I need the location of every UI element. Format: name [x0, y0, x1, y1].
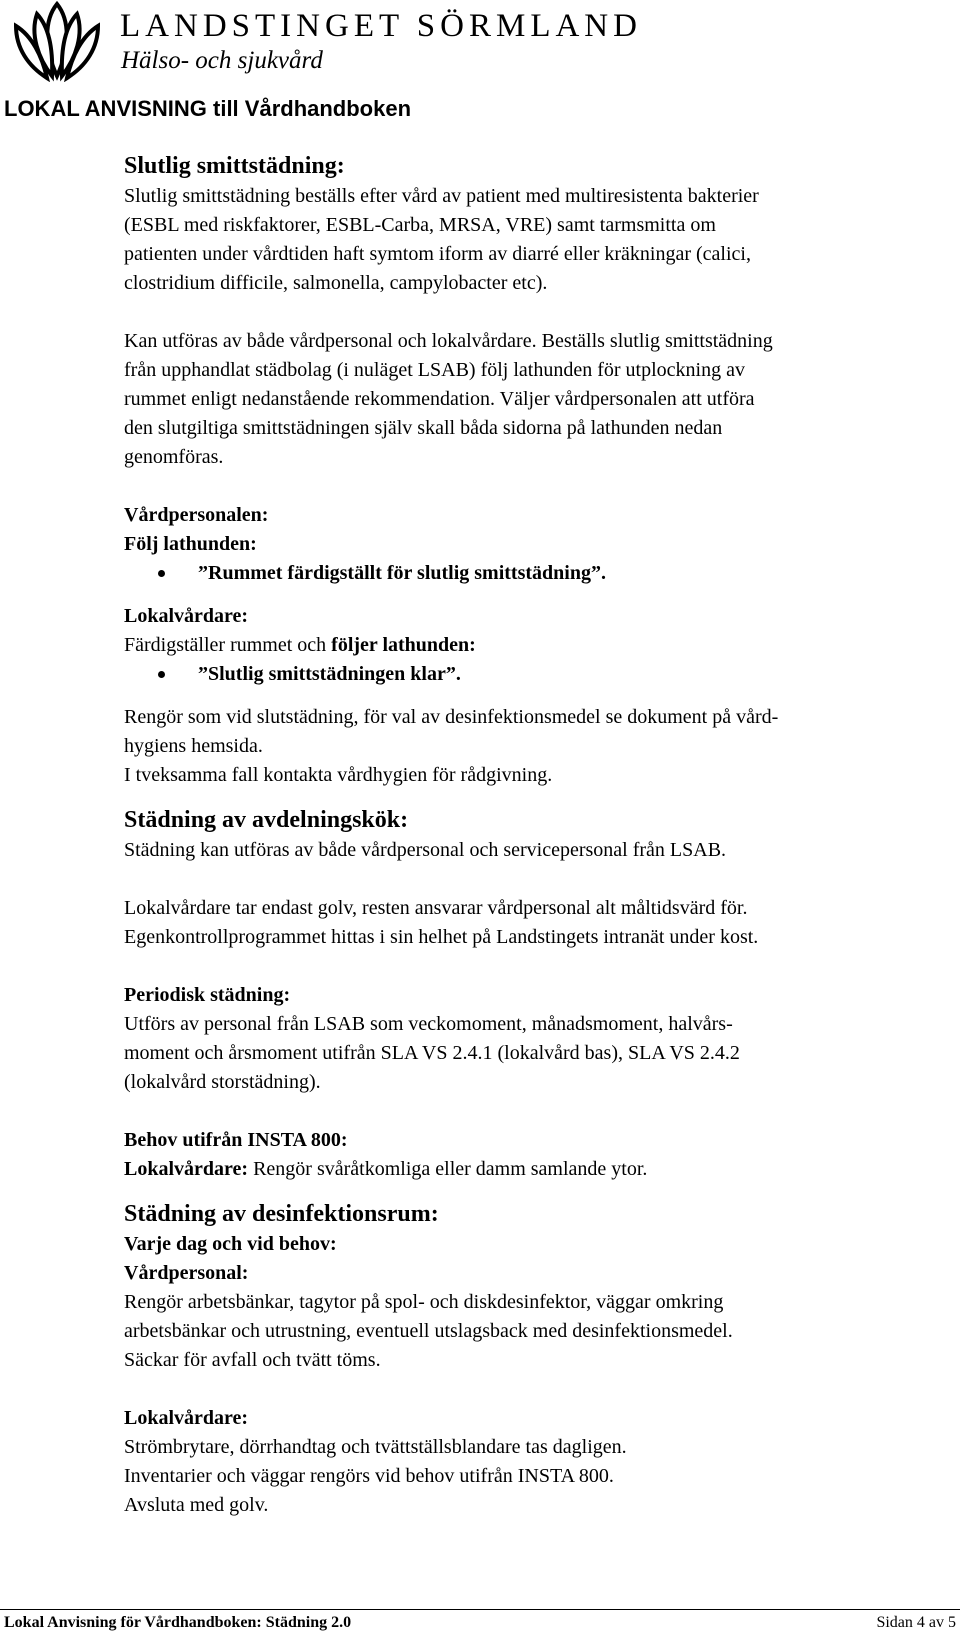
body-line: den slutgiltiga smittstädningen själv skall båda sidorna på lathunden nedan	[124, 417, 723, 439]
subheading-insta: Behov utifrån INSTA 800:	[124, 1129, 348, 1151]
bullet-icon	[158, 671, 165, 678]
body-line: Säckar för avfall och tvätt töms.	[124, 1349, 381, 1371]
body-line: Lokalvårdare: Rengör svåråtkomliga eller damm samlande ytor.	[124, 1158, 648, 1180]
body-line: (ESBL med riskfaktorer, ESBL-Carba, MRSA, VRE) samt tarmsmitta om	[124, 214, 716, 236]
document-title: LOKAL ANVISNING till Vårdhandboken	[4, 96, 412, 121]
body-line: Städning kan utföras av både vårdpersonal och servicepersonal från LSAB.	[124, 839, 727, 861]
bullet-list	[124, 559, 934, 588]
subheading-folj-lathunden: Följ lathunden:	[124, 533, 257, 555]
subheading-lokalvardare: Lokalvårdare:	[124, 605, 249, 627]
document-body	[124, 150, 934, 1520]
body-line: rummet enligt nedanstående rekommendation. Väljer vårdpersonalen att utföra	[124, 388, 755, 410]
body-line: patienten under vårdtiden haft symtom iform av diarré eller kräkningar (calici,	[124, 243, 751, 265]
body-line: (lokalvård storstädning).	[124, 1071, 321, 1093]
body-line: moment och årsmoment utifrån SLA VS 2.4.1 (lokalvård bas), SLA VS 2.4.2	[124, 1042, 740, 1064]
body-line: genomföras.	[124, 446, 224, 468]
footer-divider	[0, 1609, 960, 1610]
body-line: Lokalvårdare tar endast golv, resten ansvarar vårdpersonal alt måltidsvärd för.	[124, 897, 748, 919]
footer-document-name: Lokal Anvisning för Vårdhandboken: Städning 2.0	[4, 1614, 352, 1631]
list-item: ”Slutlig smittstädningen klar”.	[124, 660, 934, 689]
body-line: Rengör som vid slutstädning, för val av desinfektionsmedel se dokument på vård-	[124, 706, 779, 728]
body-line: Egenkontrollprogrammet hittas i sin helhet på Landstingets intranät under kost.	[124, 926, 759, 948]
body-line: Slutlig smittstädning beställs efter vård av patient med multiresistenta bakterier	[124, 185, 759, 207]
section-heading: Städning av avdelningskök:	[124, 807, 409, 833]
organization-name: LANDSTINGET SÖRMLAND	[120, 8, 642, 44]
body-line: från upphandlat städbolag (i nuläget LSAB) följ lathunden för utplockning av	[124, 359, 745, 381]
bullet-icon	[158, 570, 165, 577]
bullet-list	[124, 660, 934, 689]
subheading-vardpersonal: Vårdpersonal:	[124, 1262, 249, 1284]
subheading-varje-dag: Varje dag och vid behov:	[124, 1233, 337, 1255]
body-line: arbetsbänkar och utrustning, eventuell utslagsback med desinfektionsmedel.	[124, 1320, 733, 1342]
subheading-lokalvardare: Lokalvårdare:	[124, 1407, 249, 1429]
landstinget-logo-icon	[4, 0, 110, 82]
organization-subtitle: Hälso- och sjukvård	[121, 47, 323, 74]
body-line: Utförs av personal från LSAB som veckomoment, månadsmoment, halvårs-	[124, 1013, 733, 1035]
body-line: I tveksamma fall kontakta vårdhygien för rådgivning.	[124, 764, 553, 786]
body-line: Strömbrytare, dörrhandtag och tvättställsblandare tas dagligen.	[124, 1436, 627, 1458]
subheading-periodisk: Periodisk städning:	[124, 984, 291, 1006]
body-line: clostridium difficile, salmonella, campylobacter etc).	[124, 272, 548, 294]
body-line: Rengör arbetsbänkar, tagytor på spol- och diskdesinfektor, väggar omkring	[124, 1291, 724, 1313]
body-line: Kan utföras av både vårdpersonal och lokalvårdare. Beställs slutlig smittstädning	[124, 330, 773, 352]
subheading-vardpersonalen: Vårdpersonalen:	[124, 504, 269, 526]
list-item: ”Rummet färdigställt för slutlig smittstädning”.	[124, 559, 934, 588]
body-line: Inventarier och väggar rengörs vid behov utifrån INSTA 800.	[124, 1465, 614, 1487]
body-line: Färdigställer rummet och följer lathunden:	[124, 634, 476, 656]
section-heading: Slutlig smittstädning:	[124, 153, 345, 179]
footer-page-number: Sidan 4 av 5	[876, 1614, 956, 1631]
body-line: Avsluta med golv.	[124, 1494, 269, 1516]
section-heading: Städning av desinfektionsrum:	[124, 1201, 439, 1227]
body-line: hygiens hemsida.	[124, 735, 263, 757]
